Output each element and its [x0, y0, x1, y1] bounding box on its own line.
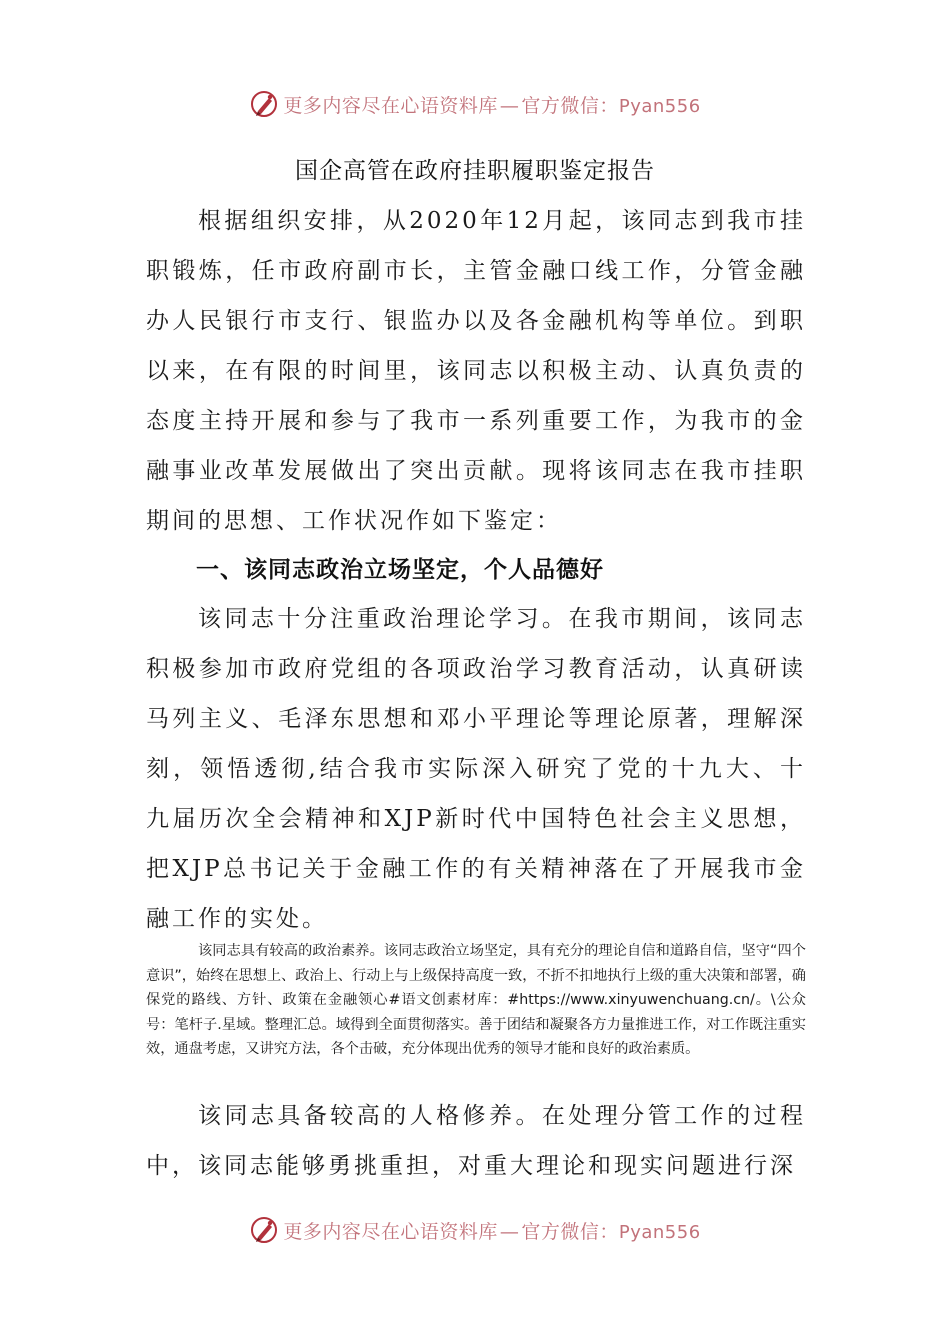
paragraph-intro: 根据组织安排，从2020年12月起，该同志到我市挂职锻炼，任市政府副市长，主管金融口线工作，分管金融办人民银行市支行、银监办以及各金融机构等单位。到职以来，在有限的时间里，该同志以积极主动、认真负责的态度主持开展和参与了我市一系列重要工作，为我市的金融事业改革发展做出了突出贡献。现将该同志在我市挂职期间的思想、工作状况作如下鉴定：: [146, 208, 806, 534]
watermark-banner-top: [0, 84, 950, 124]
watermark-label: 官方微信：: [521, 94, 619, 117]
paragraph-political-study: 该同志十分注重政治理论学习。在我市期间，该同志积极参加市政府党组的各项政治学习教育活动，认真研读马列主义、毛泽东思想和邓小平理论等理论原著，理解深刻，领悟透彻,结合我市实际深入研究了党的十九大、十九届历次全会精神和XJP新时代中国特色社会主义思想，把XJP总书记关于金融工作的有关精神落在了开展我市金融工作的实处。: [146, 606, 806, 932]
watermark-text: [283, 1217, 700, 1244]
watermark-label: 官方微信：: [521, 1220, 619, 1243]
section-heading-1: 一、该同志政治立场坚定，个人品德好: [196, 557, 604, 583]
watermark-dash: —: [499, 94, 520, 117]
paragraph-political-quality: 该同志具有较高的政治素养。该同志政治立场坚定，具有充分的理论自信和道路自信，坚守“四个意识”，始终在思想上、政治上、行动上与上级保持高度一致，不折不扣地执行上级的重大决策和部署，确保党的路线、方针、政策在金融领心#语文创素材库：#https://www.xinyuwenchuang.cn/。\公众号：笔杆子.星域。整理汇总。域得到全面贯彻落实。善于团结和凝聚各方力量推进工作，对工作既注重实效，通盘考虑，又讲究方法，各个击破，充分体现出优秀的领导才能和良好的政治素质。: [146, 943, 806, 1058]
watermark-site-name: 更多内容尽在心语资料库: [283, 1220, 498, 1243]
watermark-banner-bottom: [0, 1210, 950, 1250]
watermark-contact: Pyan556: [618, 95, 701, 117]
pen-logo-icon: [249, 89, 279, 119]
document-title: 国企高管在政府挂职履职鉴定报告: [295, 158, 655, 184]
watermark-dash: —: [499, 1220, 520, 1243]
watermark-text: [283, 91, 700, 118]
watermark-site-name: 更多内容尽在心语资料库: [283, 94, 498, 117]
watermark-contact: Pyan556: [618, 1221, 701, 1243]
pen-logo-icon: [249, 1215, 279, 1245]
paragraph-personal-cultivation: 该同志具备较高的人格修养。在处理分管工作的过程中，该同志能够勇挑重担，对重大理论和现实问题进行深: [146, 1103, 806, 1179]
